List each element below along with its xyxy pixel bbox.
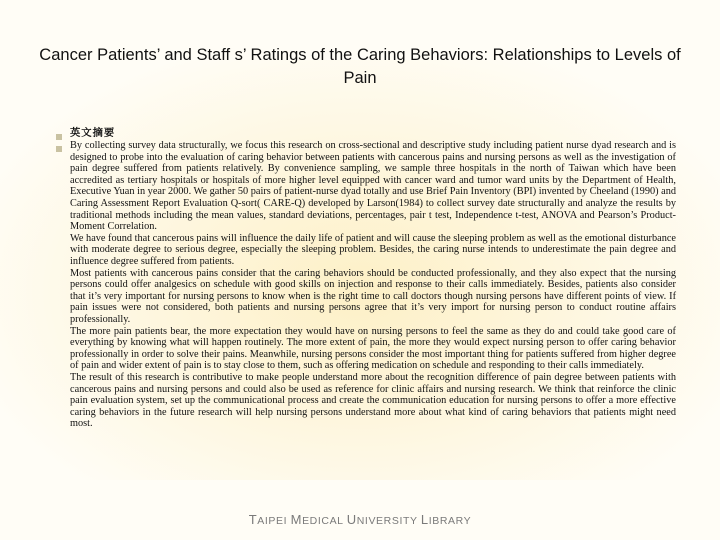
- abstract-paragraph: The more pain patients bear, the more expectation they would have on nursing persons to feel the same as they do and could take good care of everything by knowing what will happen routinely. The more extent of pain, the more they would expect nursing person to offer caring behavior professionally in order to solve their pains. Meanwhile, nursing persons consider the most important thing for patients suffered from higher degree of pain and wider extent of pain is to stay close to them, such as offering medication on schedule and responding to their calls immediately.: [70, 325, 676, 372]
- abstract-paragraph: The result of this research is contributive to make people understand more about the recognition difference of pain degree between patients with cancerous pains and nursing persons and could also be used as reference for clinic affairs and nursing research. We think that reinforce the clinic pain evaluation system, set up the communicational process and create the communication education for nursing persons to offer a more effective caring behaviors in the future research will help nursing persons understand more about what kind of caring behaviors that patients might need most.: [70, 371, 676, 430]
- slide-title: Cancer Patients’ and Staff s’ Ratings of the Caring Behaviors: Relationships to Levels of Pain: [39, 46, 681, 87]
- abstract-paragraph: By collecting survey data structurally, we focus this research on cross-sectional and descriptive study including patient nurse dyad research and is designed to probe into the evaluation of caring behavior between patients with cancerous pains and nursing persons as well as the investigation of pain degree suffered from patients relatively. By convenience sampling, we sample three hospitals in the north of Taiwan which have been accredited as tertiary hospitals or hospitals of more higher level equipped with cancer ward and tumor ward units by the Department of Health, Executive Yuan in year 2000. We gather 50 pairs of patient-nurse dyad totally and use Brief Pain Inventory (BPI) invented by Cheeland (1990) and Caring Assessment Report Evaluation Q-sort( CARE-Q) developed by Larson(1984) to collect survey date structurally and analyze the results by traditional methods including the mean values, standard deviations, percentages, pair t test, Independence t-test, ANOVA and Pearson’s Product-Moment Correlation.: [70, 140, 676, 233]
- bullet-marker: [56, 134, 62, 140]
- footer-library-logo: TAIPEI MEDICAL UNIVERSITY LIBRARY: [248, 512, 472, 527]
- abstract-body: [70, 128, 676, 430]
- abstract-heading: 英文摘要: [70, 128, 116, 139]
- bullet-marker: [56, 146, 62, 152]
- abstract-paragraph: Most patients with cancerous pains consider that the caring behaviors should be conducted professionally, and they also expect that the nursing persons could offer analgesics on schedule with good skills on injection and response to their calls immediately. Besides, patients also consider that it’s very important for nursing persons to know when is the right time to call doctors though nursing persons have different points of view. If pain issues were not considered, both patients and nursing persons agree that it’s very import for nursing person to conduct routine affairs professionally.: [70, 267, 676, 325]
- abstract-paragraph: We have found that cancerous pains will influence the daily life of patient and will cause the sleeping problem as well as the emotional disturbance with moderate degree to serious degree, especially the sleeping problem. Besides, the caring nurse intends to underestimate the pain degree and influence degree suffered from patients.: [70, 232, 676, 268]
